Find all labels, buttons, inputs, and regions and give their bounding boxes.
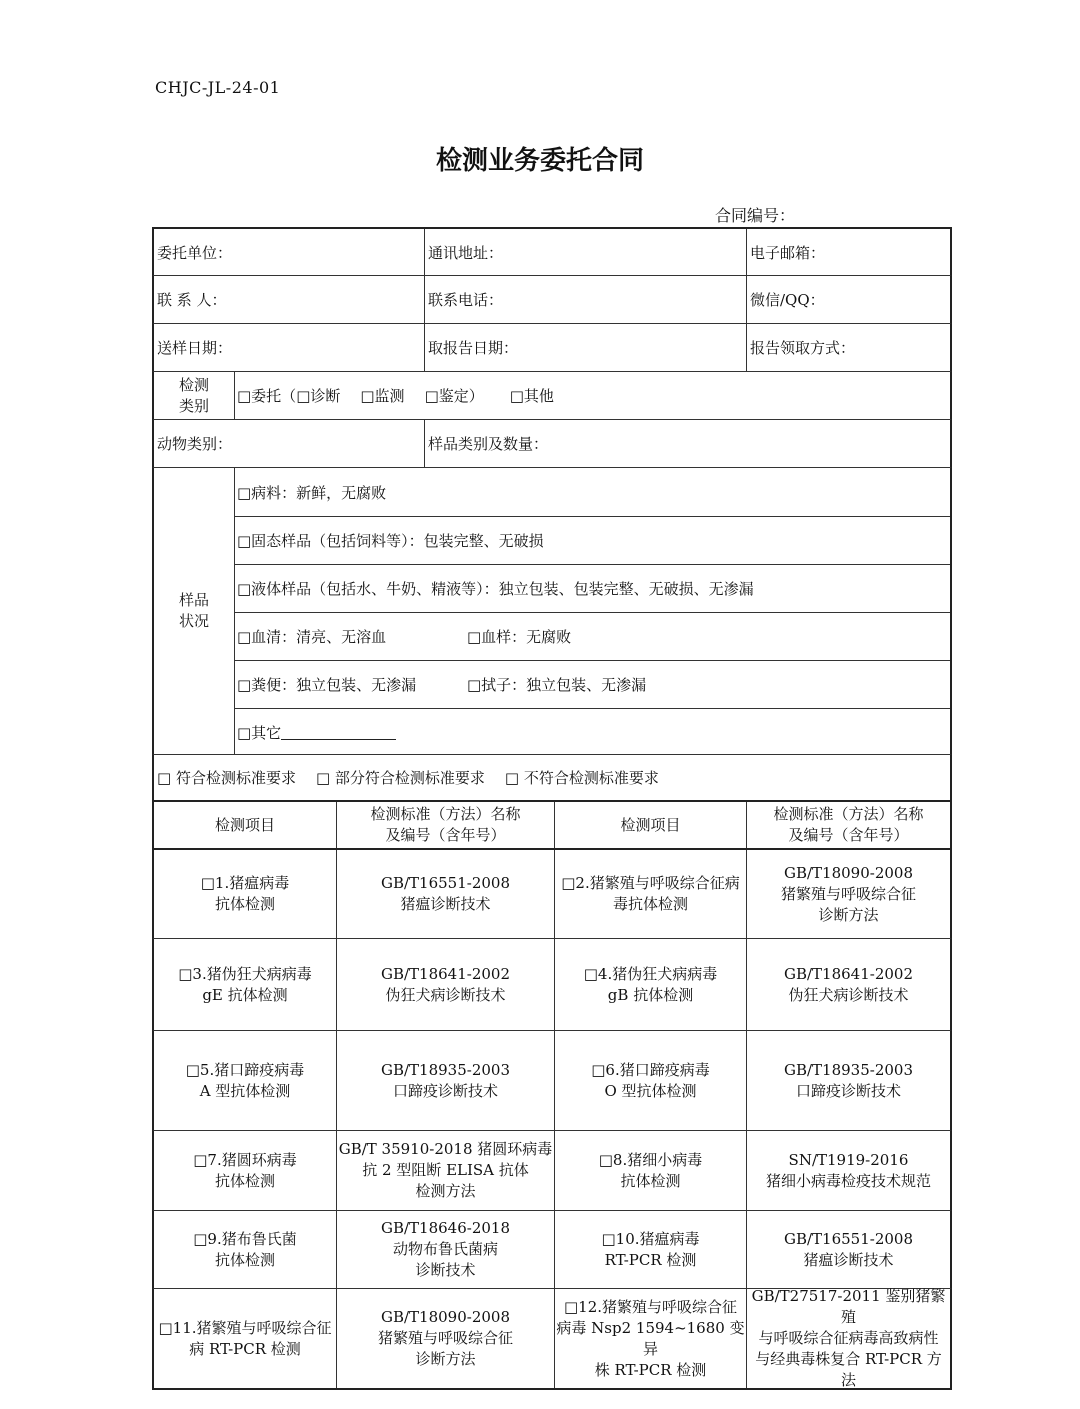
test-standard-cell bbox=[746, 939, 950, 1030]
header-line: 检测标准（方法）名称 bbox=[773, 805, 924, 823]
info-row-1 bbox=[152, 227, 952, 275]
cell-line: 检测方法 bbox=[415, 1182, 476, 1200]
compliance-partial-option[interactable]: □ 部分符合检测标准要求 bbox=[315, 769, 485, 787]
cell-line: GB/T 35910-2018 猪圆环病毒 bbox=[338, 1140, 553, 1158]
cell-line: 法 bbox=[840, 1371, 856, 1389]
cell-line: 抗体检测 bbox=[620, 1171, 681, 1190]
cell-line: □10.猪瘟病毒 bbox=[601, 1229, 700, 1248]
label-line: 类别 bbox=[178, 396, 209, 415]
sample-status-label bbox=[154, 468, 234, 754]
cell-line: 诊断方法 bbox=[818, 905, 879, 924]
address-field[interactable]: 通讯地址： bbox=[424, 229, 746, 275]
column-header bbox=[336, 802, 554, 848]
cell-line: □7.猪圆环病毒 bbox=[193, 1150, 297, 1169]
cell-line: 猪繁殖与呼吸综合征 bbox=[377, 1329, 513, 1347]
cell-line: □12.猪繁殖与呼吸综合征 bbox=[563, 1297, 738, 1316]
cell-line: 猪细小病毒检疫技术规范 bbox=[765, 1171, 931, 1190]
test-item-cell[interactable] bbox=[154, 850, 336, 938]
cell-line: 猪繁殖与呼吸综合征 bbox=[780, 884, 916, 903]
test-item-cell[interactable] bbox=[554, 939, 746, 1030]
test-standard-cell bbox=[336, 1031, 554, 1130]
report-date-field[interactable]: 取报告日期： bbox=[424, 324, 746, 371]
test-item-cell[interactable] bbox=[554, 1131, 746, 1210]
compliance-none-option[interactable]: □ 不符合检测标准要求 bbox=[504, 769, 659, 787]
table-row bbox=[152, 938, 952, 1030]
test-item-cell[interactable] bbox=[154, 1211, 336, 1288]
option-text: □固态样品（包括饲料等）：包装完整、无破损 bbox=[237, 532, 544, 550]
contract-number-label: 合同编号： bbox=[715, 206, 796, 225]
cell-line: 伪狂犬病诊断技术 bbox=[788, 985, 909, 1004]
test-standard-cell bbox=[336, 1131, 554, 1210]
email-field[interactable]: 电子邮箱： bbox=[746, 229, 950, 275]
cell-line: gE 抗体检测 bbox=[202, 985, 288, 1004]
cell-line: 抗体检测 bbox=[214, 1250, 275, 1269]
table-row bbox=[152, 1030, 952, 1130]
cell-line: □11.猪繁殖与呼吸综合征 bbox=[158, 1318, 332, 1337]
compliance-full-option[interactable]: □ 符合检测标准要求 bbox=[157, 769, 296, 787]
sample-status-option-pair bbox=[234, 660, 950, 708]
cell-line: GB/T18090-2008 bbox=[380, 1308, 511, 1326]
info-row-2 bbox=[152, 275, 952, 323]
cell-line: GB/T18935-2003 bbox=[783, 1060, 914, 1079]
cell-line: GB/T18935-2003 bbox=[380, 1060, 511, 1079]
cell-line: □2.猪繁殖与呼吸综合征病 bbox=[561, 874, 740, 892]
wechat-qq-field[interactable]: 微信/QQ： bbox=[746, 276, 950, 323]
label-line: 状况 bbox=[178, 612, 209, 630]
cell-line: GB/T16551-2008 bbox=[783, 1229, 914, 1248]
test-item-cell[interactable] bbox=[154, 1289, 336, 1388]
cell-line: 毒抗体检测 bbox=[612, 895, 688, 913]
cell-line: □3.猪伪狂犬病病毒 bbox=[178, 964, 312, 983]
sample-type-quantity-field[interactable]: 样品类别及数量： bbox=[424, 420, 950, 467]
test-item-cell[interactable] bbox=[554, 1289, 746, 1388]
cell-line: 抗 2 型阻断 ELISA 抗体 bbox=[362, 1161, 529, 1179]
sample-status-option[interactable] bbox=[234, 708, 950, 755]
table-row bbox=[152, 1210, 952, 1288]
option-monitor[interactable]: □监测 bbox=[360, 387, 405, 405]
sample-status-block bbox=[152, 467, 952, 754]
header-line: 及编号（含年号） bbox=[788, 826, 909, 844]
test-item-cell[interactable] bbox=[154, 1031, 336, 1130]
cell-line: O 型抗体检测 bbox=[604, 1081, 697, 1100]
table-row bbox=[152, 848, 952, 938]
cell-line: SN/T1919-2016 bbox=[788, 1150, 909, 1169]
cell-line: 抗体检测 bbox=[214, 895, 275, 913]
page-title: 检测业务委托合同 bbox=[435, 146, 644, 176]
test-standard-cell bbox=[336, 850, 554, 938]
test-standard-cell bbox=[336, 939, 554, 1030]
cell-line: 口蹄疫诊断技术 bbox=[392, 1081, 498, 1100]
option-entrust[interactable]: □委托（ bbox=[237, 387, 297, 405]
report-method-field[interactable]: 报告领取方式： bbox=[746, 324, 950, 371]
sample-status-option[interactable] bbox=[234, 468, 950, 516]
sample-status-option[interactable] bbox=[234, 564, 950, 612]
cell-line: RT-PCR 检测 bbox=[604, 1250, 697, 1269]
table-bottom-border bbox=[152, 1388, 952, 1390]
cell-line: □1.猪瘟病毒 bbox=[200, 874, 290, 892]
test-item-cell[interactable] bbox=[554, 1031, 746, 1130]
compliance-options bbox=[154, 755, 950, 800]
test-standard-cell bbox=[746, 1289, 950, 1388]
blood-sample-option[interactable]: □血样：无腐败 bbox=[467, 628, 572, 646]
label-line: 检测 bbox=[178, 375, 209, 394]
cell-line: 动物布鲁氏菌病 bbox=[392, 1240, 498, 1258]
test-standard-cell bbox=[746, 1211, 950, 1288]
test-standard-cell bbox=[746, 850, 950, 938]
cell-line: GB/T27517-2011 鉴别猪繁殖 bbox=[751, 1287, 946, 1326]
cell-line: 猪瘟诊断技术 bbox=[400, 895, 491, 913]
swab-option[interactable]: □拭子：独立包装、无渗漏 bbox=[467, 676, 647, 694]
cell-line: 病毒 Nsp2 1594~1680 变异 bbox=[556, 1318, 745, 1358]
cell-line: GB/T16551-2008 bbox=[380, 874, 511, 892]
fill-in-line[interactable] bbox=[281, 725, 396, 740]
table-row bbox=[152, 1130, 952, 1210]
test-item-cell[interactable] bbox=[154, 939, 336, 1030]
animal-sample-row bbox=[152, 419, 952, 467]
header-line: 及编号（含年号） bbox=[385, 826, 506, 844]
test-item-cell[interactable] bbox=[554, 850, 746, 938]
cell-line: □4.猪伪狂犬病病毒 bbox=[583, 964, 718, 983]
test-category-label bbox=[154, 372, 234, 419]
cell-line: 病 RT-PCR 检测 bbox=[189, 1339, 301, 1358]
option-other[interactable]: □其他 bbox=[509, 387, 554, 405]
column-header: 检测项目 bbox=[214, 815, 275, 834]
test-category-options bbox=[234, 372, 950, 419]
serum-option[interactable]: □血清：清亮、无溶血 bbox=[237, 628, 387, 646]
cell-line: 与呼吸综合征病毒高致病性 bbox=[758, 1329, 939, 1347]
cell-line: □5.猪口蹄疫病毒 bbox=[185, 1060, 305, 1079]
compliance-row bbox=[152, 754, 952, 800]
cell-line: 诊断技术 bbox=[415, 1261, 476, 1279]
cell-line: 诊断方法 bbox=[415, 1350, 476, 1368]
option-diagnose[interactable]: □诊断 bbox=[296, 387, 341, 405]
cell-line: □9.猪布鲁氏菌 bbox=[193, 1229, 297, 1248]
document-code: CHJC-JL-24-01 bbox=[155, 78, 281, 97]
test-category-row bbox=[152, 371, 952, 419]
label-line: 样品 bbox=[178, 591, 209, 609]
option-text: □其它 bbox=[237, 723, 282, 742]
cell-line: gB 抗体检测 bbox=[607, 985, 694, 1004]
option-identify[interactable]: □鉴定） bbox=[424, 387, 484, 405]
contact-field[interactable]: 联 系 人： bbox=[157, 291, 227, 309]
test-standard-cell bbox=[336, 1289, 554, 1388]
test-standard-cell bbox=[336, 1211, 554, 1288]
cell-line: 猪瘟诊断技术 bbox=[803, 1250, 894, 1269]
column-header: 检测项目 bbox=[554, 802, 746, 848]
phone-field[interactable]: 联系电话： bbox=[424, 276, 746, 323]
client-unit-field[interactable]: 委托单位： bbox=[157, 243, 233, 262]
cell-line: GB/T18090-2008 bbox=[783, 863, 914, 882]
cell-line: 株 RT-PCR 检测 bbox=[594, 1360, 707, 1379]
option-text: □液体样品（包括水、牛奶、精液等）：独立包装、包装完整、无破损、无渗漏 bbox=[237, 580, 754, 598]
cell-line: GB/T18641-2002 bbox=[380, 964, 511, 983]
cell-line: 口蹄疫诊断技术 bbox=[795, 1081, 901, 1100]
table-row bbox=[152, 1288, 952, 1388]
cell-line: GB/T18641-2002 bbox=[783, 964, 914, 983]
cell-line: GB/T18646-2018 bbox=[380, 1219, 511, 1237]
cell-line: 与经典毒株复合 RT-PCR 方 bbox=[755, 1350, 942, 1368]
header-line: 检测标准（方法）名称 bbox=[370, 805, 521, 823]
option-text: □病料：新鲜，无腐败 bbox=[237, 483, 387, 502]
info-row-3 bbox=[152, 323, 952, 371]
cell-line: 伪狂犬病诊断技术 bbox=[385, 985, 506, 1004]
feces-option[interactable]: □粪便：独立包装、无渗漏 bbox=[237, 676, 417, 694]
cell-line: A 型抗体检测 bbox=[199, 1081, 291, 1100]
test-item-cell[interactable] bbox=[154, 1131, 336, 1210]
animal-type-field[interactable]: 动物类别： bbox=[157, 435, 233, 453]
test-standard-cell bbox=[746, 1031, 950, 1130]
cell-line: □6.猪口蹄疫病毒 bbox=[591, 1060, 710, 1079]
test-table-header bbox=[152, 800, 952, 848]
column-header bbox=[746, 802, 950, 848]
sample-status-option[interactable] bbox=[234, 516, 950, 564]
send-date-field[interactable]: 送样日期： bbox=[157, 339, 233, 357]
cell-line: □8.猪细小病毒 bbox=[598, 1150, 703, 1169]
sample-status-option-pair bbox=[234, 612, 950, 660]
test-item-cell[interactable] bbox=[554, 1211, 746, 1288]
cell-line: 抗体检测 bbox=[214, 1171, 275, 1190]
test-standard-cell bbox=[746, 1131, 950, 1210]
